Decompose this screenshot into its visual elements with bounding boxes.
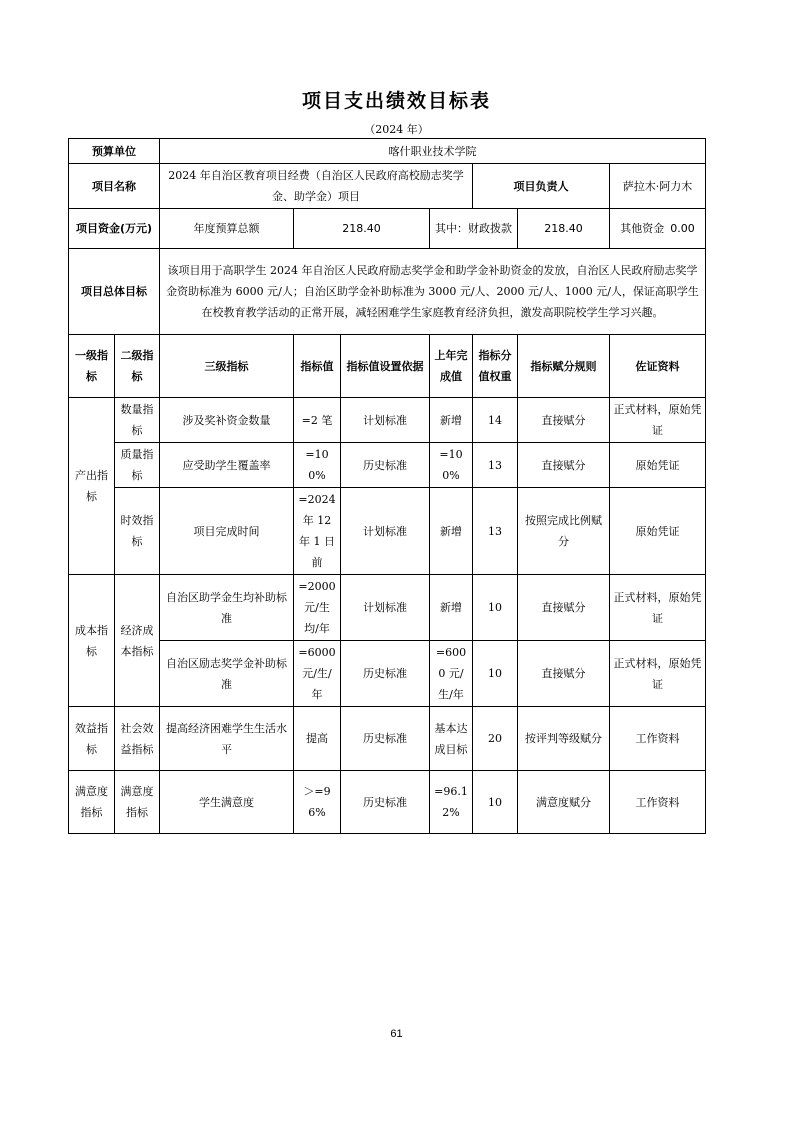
- row-weight: 10: [473, 575, 518, 641]
- row-l2: 质量指标: [115, 443, 160, 488]
- row-evidence: 正式材料，原始凭证: [610, 398, 706, 443]
- row-basis: 历史标准: [341, 443, 430, 488]
- row-value: =2 笔: [294, 398, 341, 443]
- row-rule: 按照完成比例赋分: [518, 488, 610, 575]
- annual-budget-label: 年度预算总额: [160, 209, 294, 249]
- group-benefit: 效益指标: [69, 707, 115, 771]
- project-name-label: 项目名称: [69, 164, 160, 209]
- page-number: 61: [390, 1028, 403, 1040]
- row-value: =6000 元/生/年: [294, 641, 341, 707]
- row-value: =100%: [294, 443, 341, 488]
- group-output: 产出指标: [69, 398, 115, 575]
- table-row: [69, 398, 706, 443]
- row-evidence: 正式材料，原始凭证: [610, 575, 706, 641]
- row-l3: 涉及奖补资金数量: [160, 398, 294, 443]
- table-row: [69, 771, 706, 834]
- row-basis: 历史标准: [341, 641, 430, 707]
- goal-row: [69, 249, 706, 335]
- row-rule: 直接赋分: [518, 443, 610, 488]
- table-row: [69, 443, 706, 488]
- fiscal-label: 其中：财政拨款: [430, 209, 518, 249]
- budget-unit-label: 预算单位: [69, 139, 160, 164]
- header-evidence: 佐证资料: [610, 335, 706, 398]
- row-evidence: 正式材料，原始凭证: [610, 641, 706, 707]
- annual-budget-value: 218.40: [294, 209, 430, 249]
- row-l2: 经济成本指标: [115, 575, 160, 707]
- goal-label: 项目总体目标: [69, 249, 160, 335]
- row-basis: 计划标准: [341, 398, 430, 443]
- row-basis: 计划标准: [341, 575, 430, 641]
- group-cost: 成本指标: [69, 575, 115, 707]
- row-rule: 直接赋分: [518, 641, 610, 707]
- other-funds-cell: [610, 209, 706, 249]
- header-last-year: 上年完成值: [430, 335, 473, 398]
- row-rule: 直接赋分: [518, 398, 610, 443]
- header-row: [69, 335, 706, 398]
- row-l2: 数量指标: [115, 398, 160, 443]
- row-weight: 13: [473, 443, 518, 488]
- row-l3: 提高经济困难学生生活水平: [160, 707, 294, 771]
- budget-unit-row: [69, 139, 706, 164]
- row-l3: 自治区助学金生均补助标准: [160, 575, 294, 641]
- year-label: （2024 年）: [364, 123, 429, 136]
- row-last: 新增: [430, 488, 473, 575]
- header-level1: 一级指标: [69, 335, 115, 398]
- row-last: 基本达成目标: [430, 707, 473, 771]
- project-name-value: 2024 年自治区教育项目经费（自治区人民政府高校励志奖学金、助学金）项目: [160, 164, 473, 209]
- row-last: =100%: [430, 443, 473, 488]
- funds-label: 项目资金(万元): [69, 209, 160, 249]
- budget-unit-value: 喀什职业技术学院: [160, 139, 706, 164]
- row-l3: 自治区励志奖学金补助标准: [160, 641, 294, 707]
- row-value: =2000 元/生均/年: [294, 575, 341, 641]
- other-funds-label: 其他资金: [620, 222, 665, 235]
- row-basis: 计划标准: [341, 488, 430, 575]
- row-rule: 按评判等级赋分: [518, 707, 610, 771]
- table-row: [69, 641, 706, 707]
- row-last: 新增: [430, 398, 473, 443]
- header-level3: 三级指标: [160, 335, 294, 398]
- header-basis: 指标值设置依据: [341, 335, 430, 398]
- project-name-row: [69, 164, 706, 209]
- row-l3: 项目完成时间: [160, 488, 294, 575]
- row-l2: 时效指标: [115, 488, 160, 575]
- row-l3: 学生满意度: [160, 771, 294, 834]
- other-funds-value: 0.00: [670, 222, 695, 235]
- row-evidence: 工作资料: [610, 771, 706, 834]
- table-row: [69, 488, 706, 575]
- row-last: 新增: [430, 575, 473, 641]
- performance-table: [68, 138, 706, 834]
- table-row: [69, 707, 706, 771]
- header-rule: 指标赋分规则: [518, 335, 610, 398]
- row-weight: 10: [473, 771, 518, 834]
- row-basis: 历史标准: [341, 707, 430, 771]
- row-weight: 10: [473, 641, 518, 707]
- row-value: =2024 年 12 年 1 日前: [294, 488, 341, 575]
- row-rule: 直接赋分: [518, 575, 610, 641]
- row-weight: 20: [473, 707, 518, 771]
- header-level2: 二级指标: [115, 335, 160, 398]
- header-weight: 指标分值权重: [473, 335, 518, 398]
- table-row: [69, 575, 706, 641]
- row-rule: 满意度赋分: [518, 771, 610, 834]
- header-value: 指标值: [294, 335, 341, 398]
- group-satisfaction: 满意度指标: [69, 771, 115, 834]
- fiscal-value: 218.40: [518, 209, 610, 249]
- row-evidence: 工作资料: [610, 707, 706, 771]
- row-l2: 社会效益指标: [115, 707, 160, 771]
- row-evidence: 原始凭证: [610, 443, 706, 488]
- row-value: 提高: [294, 707, 341, 771]
- row-weight: 13: [473, 488, 518, 575]
- row-l3: 应受助学生覆盖率: [160, 443, 294, 488]
- row-value: ＞=96%: [294, 771, 341, 834]
- row-basis: 历史标准: [341, 771, 430, 834]
- row-last: =96.12%: [430, 771, 473, 834]
- goal-text: 该项目用于高职学生 2024 年自治区人民政府励志奖学金和助学金补助资金的发放，自治区人民政府励志奖学金资助标准为 6000 元/人；自治区助学金补助标准为 3000 元/人、2000 元/人、1000 元/人，保证高职学生在校教育教学活动的正常开展，减轻困难学生家庭教育经济负担，激发高职院校学生学习兴趣。: [160, 249, 706, 335]
- row-last: =6000 元/生/年: [430, 641, 473, 707]
- project-leader-value: 萨拉木·阿力木: [610, 164, 706, 209]
- funds-row: [69, 209, 706, 249]
- row-evidence: 原始凭证: [610, 488, 706, 575]
- page-title: 项目支出绩效目标表: [301, 90, 491, 112]
- row-weight: 14: [473, 398, 518, 443]
- project-leader-label: 项目负责人: [473, 164, 610, 209]
- row-l2: 满意度指标: [115, 771, 160, 834]
